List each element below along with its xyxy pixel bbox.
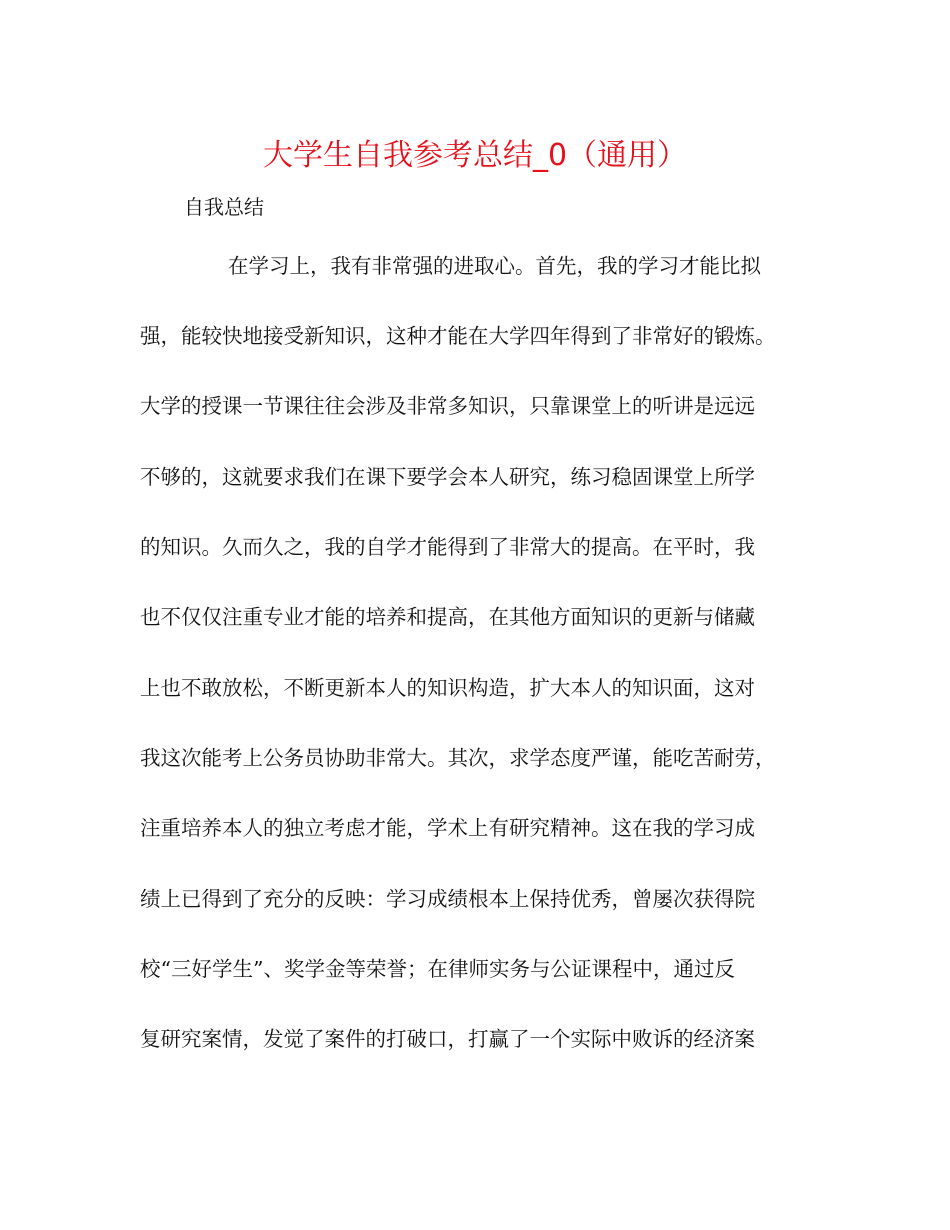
document-title: 大学生自我参考总结_0（通用）: [262, 138, 688, 173]
body-line: 在学习上，我有非常强的进取心。首先，我的学习才能比拟: [228, 254, 761, 278]
body-line: 上也不敢放松，不断更新本人的知识构造，扩大本人的知识面，这对: [140, 676, 755, 700]
body-line: 我这次能考上公务员协助非常大。其次，求学态度严谨，能吃苦耐劳，: [140, 746, 776, 770]
body-line: 也不仅仅注重专业才能的培养和提高，在其他方面知识的更新与储藏: [140, 605, 755, 629]
body-line: 校“三好学生”、奖学金等荣誉；在律师实务与公证课程中，通过反: [140, 957, 735, 981]
body-line: 的知识。久而久之，我的自学才能得到了非常大的提高。在平时，我: [140, 535, 755, 559]
body-line: 大学的授课一节课往往会涉及非常多知识，只靠课堂上的听讲是远远: [140, 394, 755, 418]
body-line: 绩上已得到了充分的反映：学习成绩根本上保持优秀，曾屡次获得院: [140, 887, 755, 911]
body-line: 复研究案情，发觉了案件的打破口，打赢了一个实际中败诉的经济案: [140, 1027, 755, 1051]
body-line: 不够的，这就要求我们在课下要学会本人研究，练习稳固课堂上所学: [140, 465, 755, 489]
section-heading: 自我总结: [184, 195, 264, 219]
body-line: 强，能较快地接受新知识，这种才能在大学四年得到了非常好的锻炼。: [140, 324, 776, 348]
body-line: 注重培养本人的独立考虑才能，学术上有研究精神。这在我的学习成: [140, 816, 755, 840]
